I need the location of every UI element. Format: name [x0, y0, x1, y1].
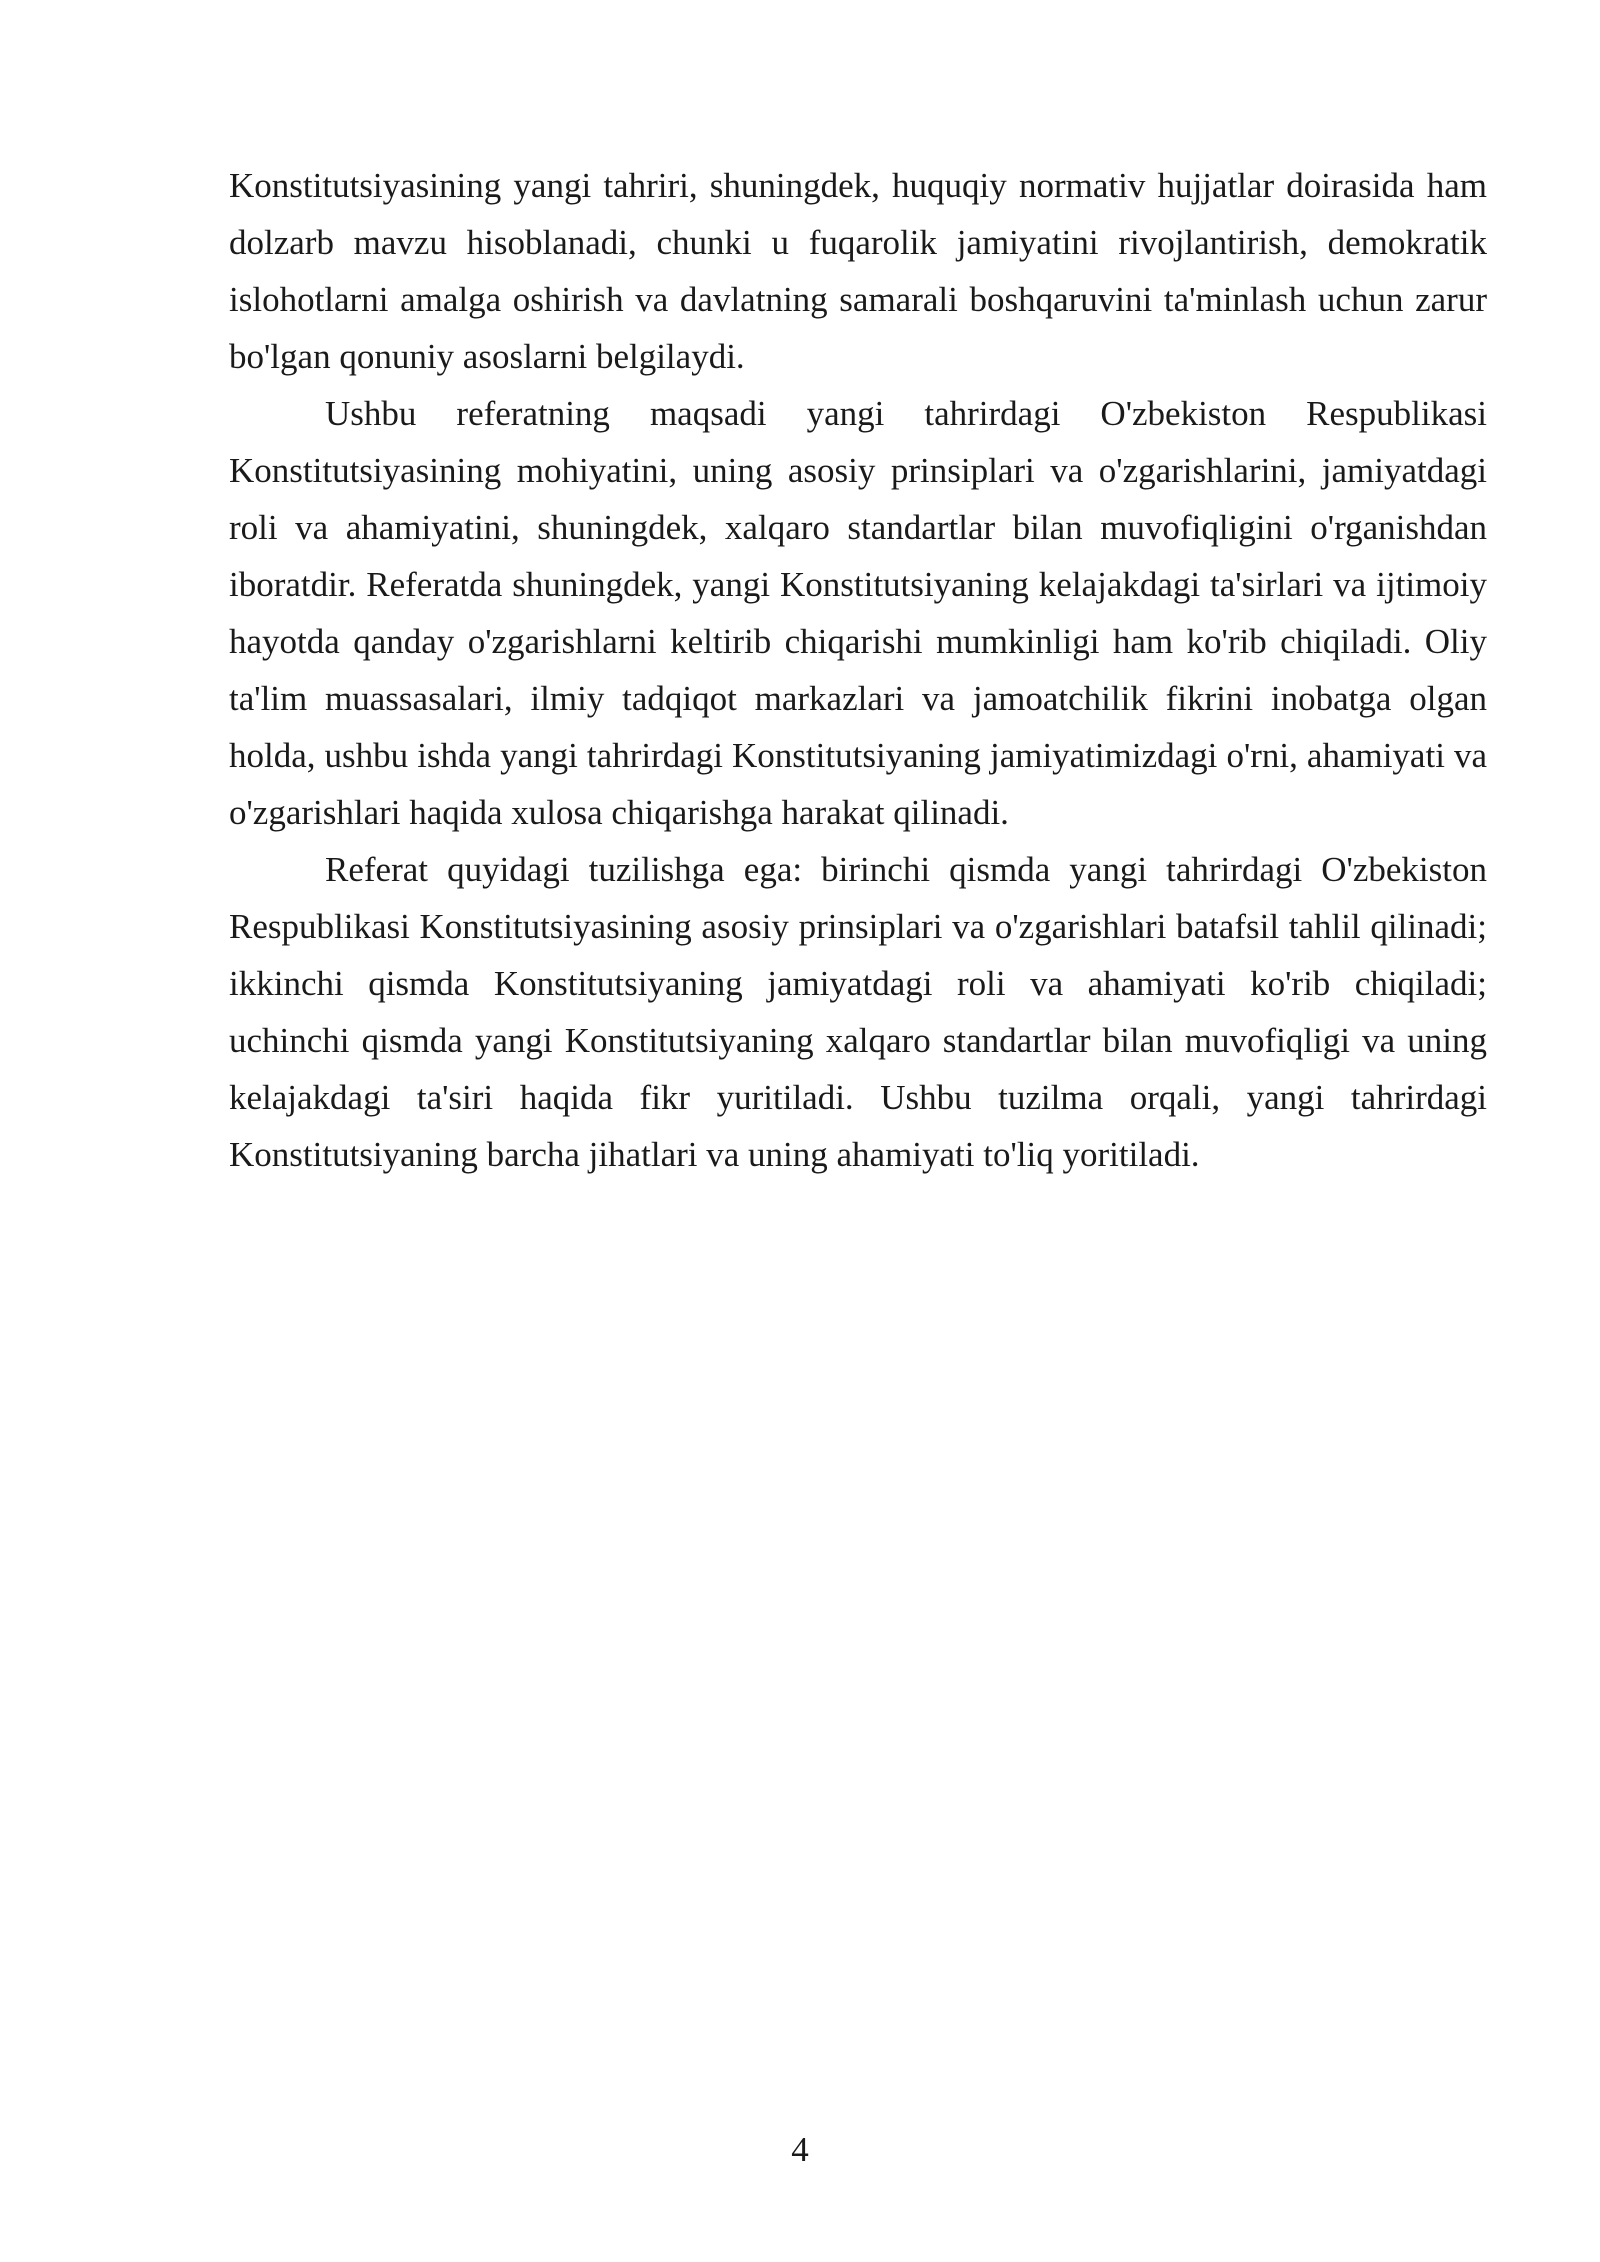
body-text [229, 157, 1487, 1183]
paragraph-continuation: Konstitutsiyasining yangi tahriri, shuningdek, huquqiy normativ hujjatlar doirasida ham dolzarb mavzu hisoblanadi, chunki u fuqarolik jamiyatini rivojlantirish, demokratik islohotlarni amalga oshirish va davlatning samarali boshqaruvini ta'minlash uchun zarur bo'lgan qonuniy asoslarni belgilaydi. [229, 166, 1487, 376]
paragraph-purpose: Ushbu referatning maqsadi yangi tahrirdagi O'zbekiston Respublikasi Konstitutsiyasining mohiyatini, uning asosiy prinsiplari va o'zgarishlarini, jamiyatdagi roli va ahamiyatini, shuningdek, xalqaro standartlar bilan muvofiqligini o'rganishdan iboratdir. Referatda shuningdek, yangi Konstitutsiyaning kelajakdagi ta'sirlari va ijtimoiy hayotda qanday o'zgarishlarni keltirib chiqarishi mumkinligi ham ko'rib chiqiladi. Oliy ta'lim muassasalari, ilmiy tadqiqot markazlari va jamoatchilik fikrini inobatga olgan holda, ushbu ishda yangi tahrirdagi Konstitutsiyaning jamiyatimizdagi o'rni, ahamiyati va o'zgarishlari haqida xulosa chiqarishga harakat qilinadi. [229, 394, 1487, 832]
paragraph-structure: Referat quyidagi tuzilishga ega: birinchi qismda yangi tahrirdagi O'zbekiston Respublikasi Konstitutsiyasining asosiy prinsiplari va o'zgarishlari batafsil tahlil qilinadi; ikkinchi qismda Konstitutsiyaning jamiyatdagi roli va ahamiyati ko'rib chiqiladi; uchinchi qismda yangi Konstitutsiyaning xalqaro standartlar bilan muvofiqligi va uning kelajakdagi ta'siri haqida fikr yuritiladi. Ushbu tuzilma orqali, yangi tahrirdagi Konstitutsiyaning barcha jihatlari va uning ahamiyati to'liq yoritiladi. [229, 850, 1487, 1174]
page-number: 4 [791, 2130, 809, 2169]
